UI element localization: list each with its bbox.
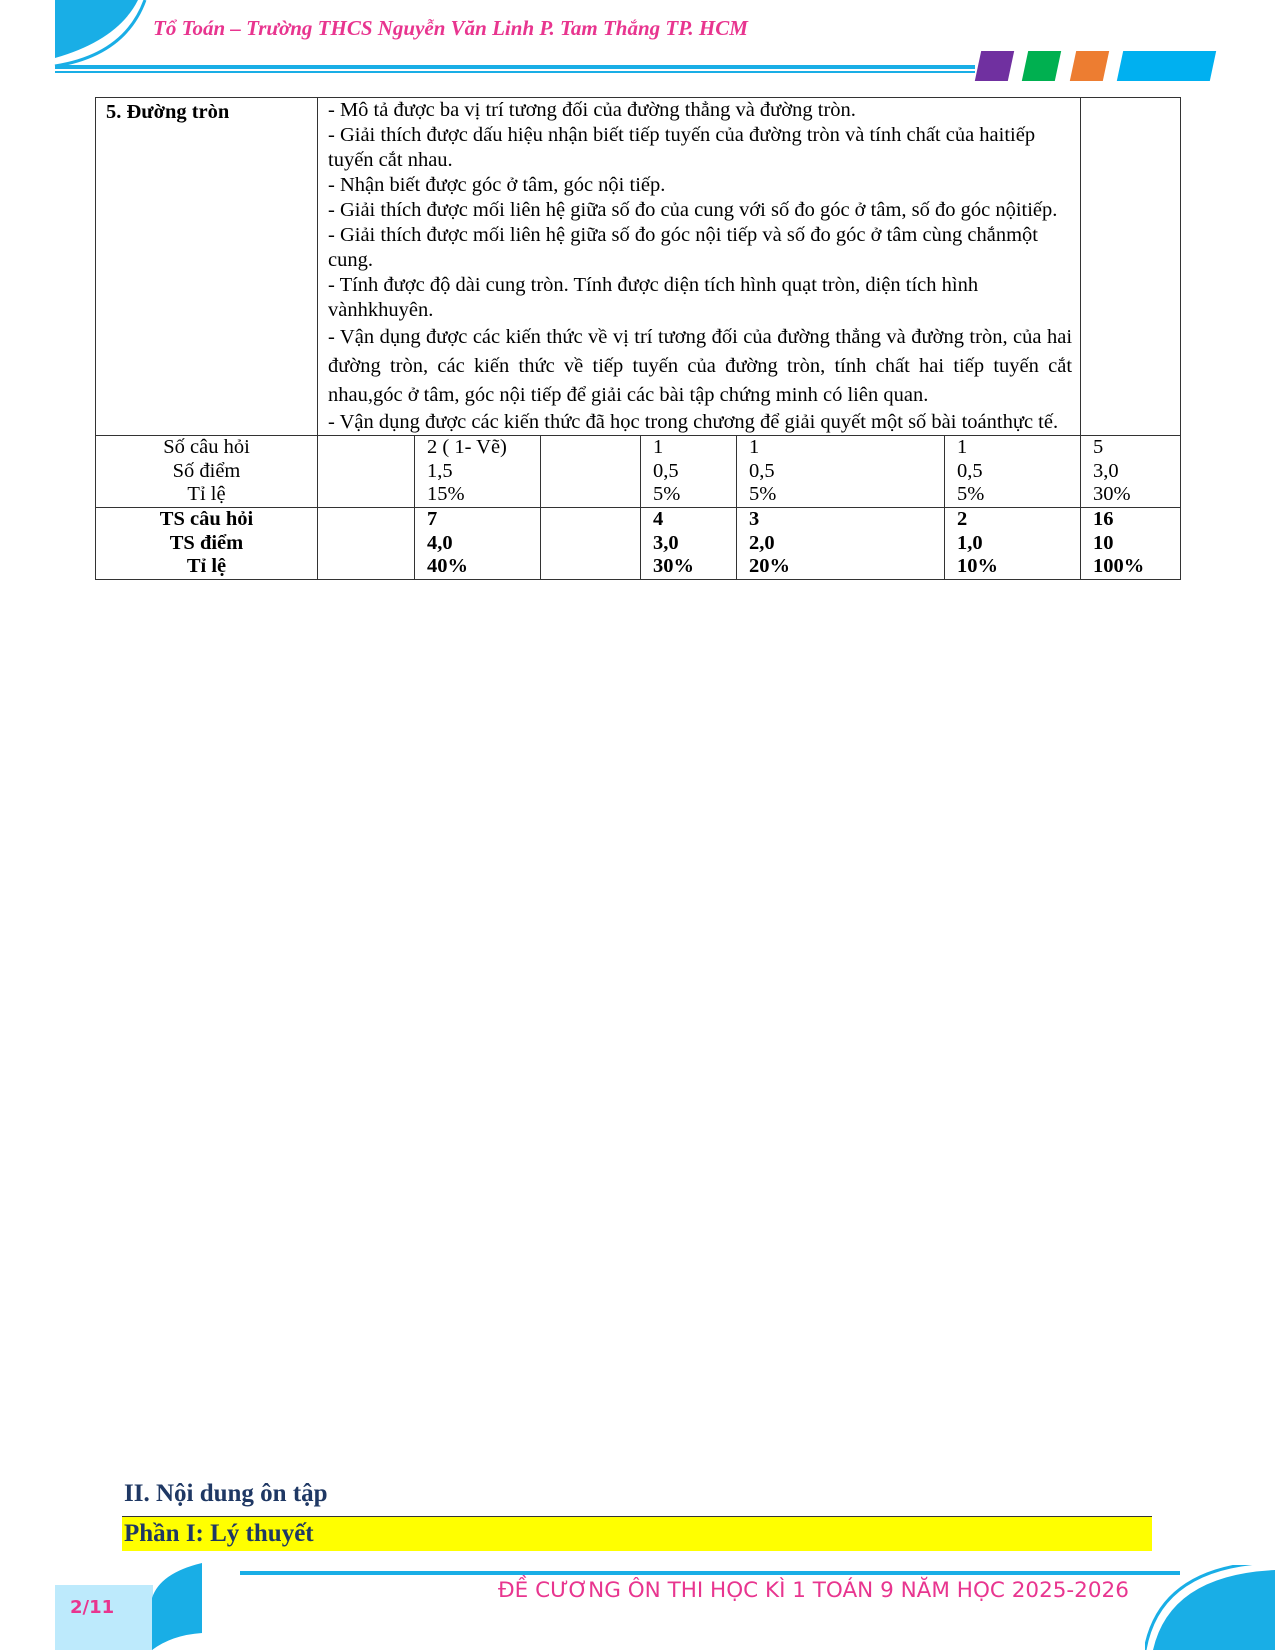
description-cell: [318, 98, 1081, 436]
description-line: - Giải thích được dấu hiệu nhận biết tiếp tuyến của đường tròn và tính chất của haitiếp tuyến cắt nhau.: [328, 124, 1036, 171]
row-labels-cell: [96, 508, 318, 580]
cell-points: 10: [1093, 531, 1114, 554]
cell-points: 0,5: [653, 459, 679, 482]
cell-points: 3,0: [1093, 459, 1119, 482]
header-block-green: [1022, 51, 1061, 81]
section-heading: II. Nội dung ôn tập: [124, 1480, 328, 1507]
cell-points: 0,5: [749, 459, 775, 482]
cell-ratio: 30%: [1093, 483, 1131, 506]
label-total-questions: TS câu hỏi: [159, 508, 254, 531]
cell-ratio: 15%: [427, 483, 465, 506]
empty-cell: [318, 508, 415, 580]
empty-cell: [1081, 98, 1181, 436]
value-cell: [945, 436, 1081, 508]
value-cell: [641, 436, 737, 508]
cell-questions: 2 ( 1- Vẽ): [427, 436, 507, 459]
row-labels-cell: [96, 436, 318, 508]
description-line: - Tính được độ dài cung tròn. Tính được diện tích hình quạt tròn, diện tích hình vànhkhuyên.: [328, 274, 979, 321]
footer-tab-decoration: [152, 1563, 207, 1650]
description-line: - Vận dụng được các kiến thức về vị trí tương đối của đường thẳng và đường tròn, của hai đường tròn, các kiến thức về tiếp tuyến của đường tròn, tính chất hai tiếp tuyến cắt nhau,góc ở tâm, góc nội tiếp để giải các bài tập chứng minh có liên quan.: [328, 326, 1073, 407]
empty-cell: [541, 436, 641, 508]
cell-questions: 4: [653, 508, 664, 531]
cell-ratio: 10%: [957, 555, 998, 578]
header-block-orange: [1070, 51, 1109, 81]
topic-cell: 5. Đường tròn: [96, 98, 318, 436]
cell-ratio: 5%: [653, 483, 681, 506]
cell-points: 0,5: [957, 459, 983, 482]
footer-corner-decoration: [1145, 1565, 1275, 1650]
value-cell: [737, 508, 945, 580]
part-heading-highlight: [122, 1517, 1152, 1551]
table-row-topic-totals: [96, 436, 1181, 508]
footer-rule: [240, 1571, 1180, 1575]
cell-questions: 3: [749, 508, 760, 531]
cell-points: 2,0: [749, 531, 775, 554]
cell-questions: 1: [749, 436, 760, 459]
cell-questions: 2: [957, 508, 968, 531]
header-rule: [55, 65, 975, 69]
label-ratio: Tỉ lệ: [187, 483, 226, 506]
cell-questions: 5: [1093, 436, 1104, 459]
footer-title: ĐỀ CƯƠNG ÔN THI HỌC KÌ 1 TOÁN 9 NĂM HỌC 2025-2026: [498, 1578, 1129, 1603]
cell-ratio: 5%: [749, 483, 777, 506]
header-block-purple: [975, 51, 1014, 81]
description-line: - Giải thích được mối liên hệ giữa số đo góc nội tiếp và số đo góc ở tâm cùng chắnmột cung.: [328, 224, 1039, 271]
cell-points: 1,0: [957, 531, 983, 554]
empty-cell: [318, 436, 415, 508]
header-rule-thin: [55, 71, 975, 73]
empty-cell: [541, 508, 641, 580]
description-line: - Giải thích được mối liên hệ giữa số đo của cung với số đo góc ở tâm, số đo góc nộitiếp.: [328, 199, 1058, 221]
value-cell: [945, 508, 1081, 580]
cell-points: 1,5: [427, 459, 453, 482]
cell-points: 3,0: [653, 531, 679, 554]
value-cell: [737, 436, 945, 508]
cell-ratio: 100%: [1093, 555, 1145, 578]
value-cell: [641, 508, 737, 580]
cell-ratio: 30%: [653, 555, 694, 578]
assessment-matrix-table: [95, 97, 1181, 580]
part-heading: Phần I: Lý thuyết: [124, 1520, 314, 1547]
value-cell: [1081, 436, 1181, 508]
description-line: - Mô tả được ba vị trí tương đối của đường thẳng và đường tròn.: [328, 99, 856, 121]
label-points: Số điểm: [172, 459, 241, 482]
cell-questions: 1: [653, 436, 664, 459]
table-row-topic: [96, 98, 1181, 436]
value-cell: [1081, 508, 1181, 580]
description-line: - Vận dụng được các kiến thức đã học trong chương để giải quyết một số bài toánthực tế.: [328, 411, 1059, 434]
description-line: - Nhận biết được góc ở tâm, góc nội tiếp.: [328, 174, 666, 196]
value-cell: [415, 508, 541, 580]
cell-questions: 7: [427, 508, 438, 531]
cell-ratio: 5%: [957, 483, 985, 506]
table-row-grand-totals: [96, 508, 1181, 580]
label-total-ratio: Tỉ lệ: [186, 555, 227, 578]
label-total-points: TS điểm: [169, 531, 244, 554]
header-swoosh-decoration: [0, 0, 160, 75]
header-block-blue: [1117, 51, 1216, 81]
cell-questions: 1: [957, 436, 968, 459]
page-number: 2/11: [70, 1597, 115, 1618]
cell-points: 4,0: [427, 531, 453, 554]
cell-ratio: 20%: [749, 555, 790, 578]
cell-ratio: 40%: [427, 555, 468, 578]
cell-questions: 16: [1093, 508, 1114, 531]
value-cell: [415, 436, 541, 508]
label-questions: Số câu hỏi: [163, 436, 250, 459]
header-title: Tổ Toán – Trường THCS Nguyễn Văn Linh P. Tam Thắng TP. HCM: [153, 16, 748, 40]
